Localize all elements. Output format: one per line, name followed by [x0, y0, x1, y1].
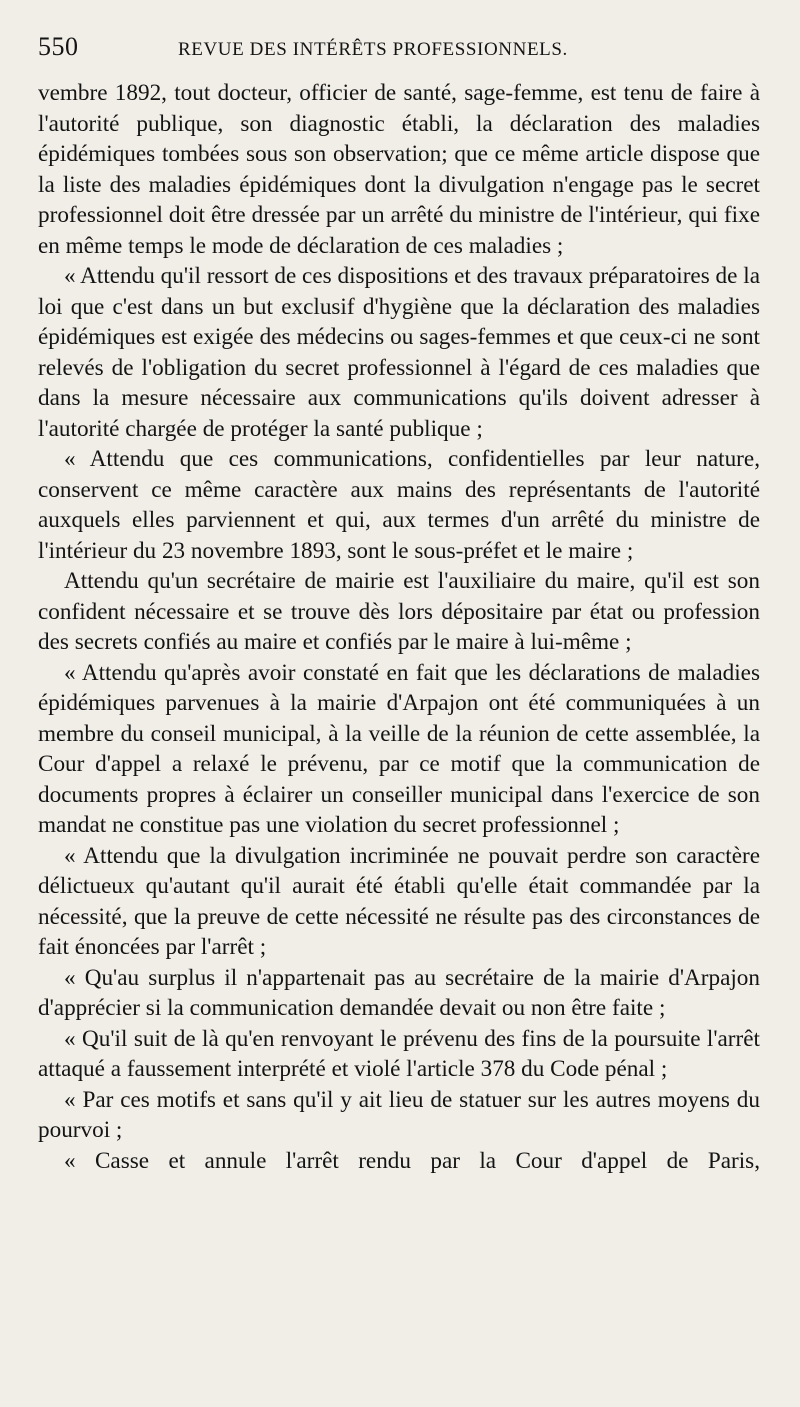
- paragraph: « Attendu qu'après avoir constaté en fait que les déclarations de maladies épidémiques parvenues à la mairie d'Arpajon ont été communiquées à un membre du conseil municipal, à la veille de la réunion de cette assemblée, la Cour d'appel a relaxé le prévenu, par ce motif que la communication de documents propres à éclairer un conseiller municipal dans l'exercice de son mandat ne constitue pas une violation du secret professionnel ;: [38, 659, 760, 838]
- paragraph: « Attendu qu'il ressort de ces dispositions et des travaux préparatoires de la loi que c'est dans un but exclusif d'hygiène que la déclaration des maladies épidémiques est exigée des médecins ou sages-femmes et que ceux-ci ne sont relevés de l'obligation du secret professionnel à l'égard de ces maladies que dans la mesure nécessaire aux communications qu'ils doivent adresser à l'autorité chargée de protéger la santé publique ;: [38, 263, 760, 442]
- body-text: [38, 78, 760, 1176]
- paragraph: « Qu'au surplus il n'appartenait pas au secrétaire de la mairie d'Arpajon d'apprécier si la communication demandée devait ou non être faite ;: [38, 964, 760, 1021]
- paragraph: « Qu'il suit de là qu'en renvoyant le prévenu des fins de la poursuite l'arrêt attaqué a faussement interprété et violé l'article 378 du Code pénal ;: [38, 1025, 760, 1082]
- running-title: REVUE DES INTÉRÊTS PROFESSIONNELS.: [178, 39, 568, 60]
- paragraph: « Casse et annule l'arrêt rendu par la Cour d'appel de Paris,: [64, 1147, 760, 1174]
- paragraph: « Attendu que la divulgation incriminée ne pouvait perdre son caractère délictueux qu'autant qu'il aurait été établi qu'elle était commandée par la nécessité, que la preuve de cette nécessité ne résulte pas des circonstances de fait énoncées par l'arrêt ;: [38, 842, 760, 960]
- paragraph: vembre 1892, tout docteur, officier de santé, sage-femme, est tenu de faire à l'autorité publique, son diagnostic établi, la déclaration des maladies épidémiques tombées sous son observation; que ce même article dispose que la liste des maladies épidémiques dont la divulgation n'engage pas le secret professionnel doit être dressée par un arrêté du ministre de l'intérieur, qui fixe en même temps le mode de déclaration de ces maladies ;: [38, 80, 760, 259]
- paragraph: Attendu qu'un secrétaire de mairie est l'auxiliaire du maire, qu'il est son confident nécessaire et se trouve dès lors dépositaire par état ou profession des secrets confiés au maire et confiés par le maire à lui-même ;: [38, 568, 760, 655]
- page-header: [38, 32, 760, 70]
- paragraph: « Par ces motifs et sans qu'il y ait lieu de statuer sur les autres moyens du pourvoi ;: [38, 1086, 760, 1143]
- page-number: 550: [38, 32, 79, 61]
- paragraph: « Attendu que ces communications, confidentielles par leur nature, conservent ce même caractère aux mains des représentants de l'autorité auxquels elles parviennent et qui, aux termes d'un arrêté du ministre de l'intérieur du 23 novembre 1893, sont le sous-préfet et le maire ;: [38, 446, 760, 564]
